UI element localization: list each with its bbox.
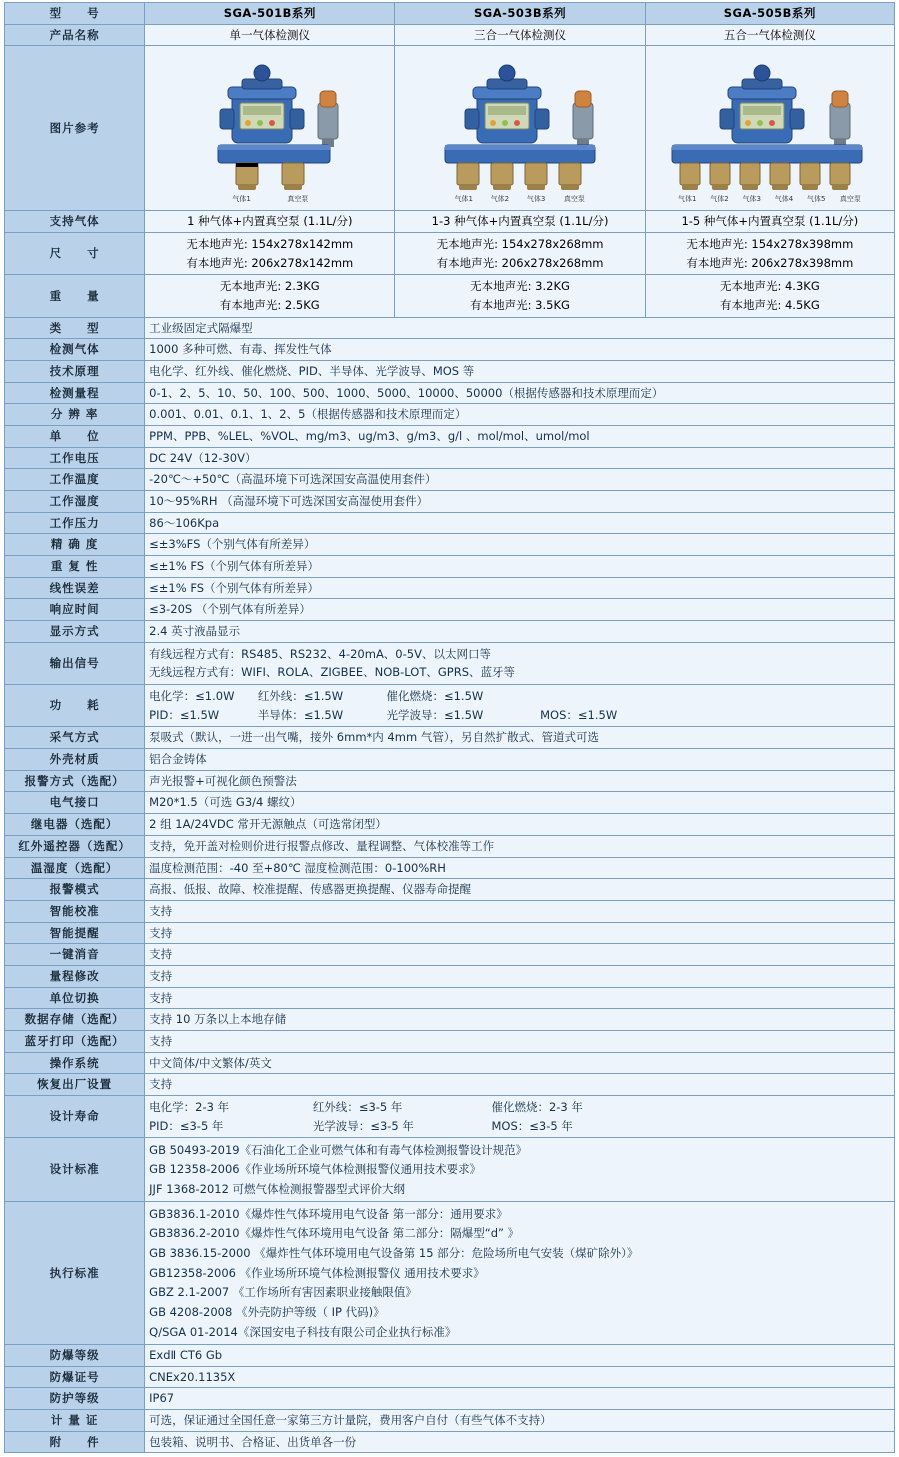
- table-row-gas-support: [5, 211, 895, 233]
- table-row-size: [5, 233, 895, 275]
- life-pid: PID：≤3-5 年: [149, 1118, 224, 1133]
- gas-support-501b: 1 种气体+内置真空泵 (1.1L/分): [145, 211, 395, 233]
- row-label-ex-cert: 防爆证号: [5, 1366, 145, 1388]
- row-label-smart-reminder: 智能提醒: [5, 922, 145, 944]
- row-value-alarm-mode: 高报、低报、故障、校准提醒、传感器更换提醒、仪器寿命提醒: [145, 879, 895, 901]
- row-value-voltage: DC 24V（12-30V）: [145, 447, 895, 469]
- exec-standard-item: GB3836.1-2010《爆炸性气体环境用电气设备 第一部分：通用要求》: [149, 1206, 508, 1221]
- row-value-factory-reset: 支持: [145, 1074, 895, 1096]
- row-label-sampling: 采气方式: [5, 727, 145, 749]
- row-label-gas-support: 支持气体: [5, 211, 145, 233]
- port-label: 气体3: [742, 195, 761, 203]
- row-value-electrical-interface: M20*1.5（可选 G3/4 螺纹）: [145, 792, 895, 814]
- row-value-metrology-cert: 可选，保证通过全国任意一家第三方计量院，费用客户自付（有些气体不支持）: [145, 1409, 895, 1431]
- weight-without-alarm: 无本地声光: 2.3KG: [219, 279, 320, 294]
- table-row-factory-reset: [5, 1074, 895, 1096]
- row-label-unit: 单 位: [5, 426, 145, 448]
- device-drawing-5port: [650, 51, 890, 204]
- table-row-technology: [5, 361, 895, 383]
- table-row-model: [5, 3, 895, 25]
- row-value-detect-gas: 1000 多种可燃、有毒、挥发性气体: [145, 339, 895, 361]
- device-image-501b: [145, 46, 395, 211]
- design-standard-item: GB 50493-2019《石油化工企业可燃气体和有毒气体检测报警设计规范》: [149, 1142, 528, 1157]
- row-label-relay: 继电器（选配）: [5, 814, 145, 836]
- port-labels-3: [405, 194, 635, 204]
- row-label-alarm-type: 报警方式（选配）: [5, 770, 145, 792]
- row-value-accuracy: ≤±3%FS（个别气体有所差异）: [145, 534, 895, 556]
- row-label-linearity: 线性误差: [5, 577, 145, 599]
- row-label-ip-rating: 防护等级: [5, 1388, 145, 1410]
- row-value-design-life: [145, 1095, 895, 1137]
- row-label-os: 操作系统: [5, 1052, 145, 1074]
- row-value-work-temp: -20℃～+50℃（高温环境下可选深国安高温使用套件）: [145, 469, 895, 491]
- row-value-temp-humidity: 温度检测范围：-40 至+80℃ 湿度检测范围：0-100%RH: [145, 857, 895, 879]
- row-value-output-signal: [145, 642, 895, 684]
- table-row-alarm-mode: [5, 879, 895, 901]
- power-line-1: [149, 687, 890, 706]
- row-value-design-standard: [145, 1138, 895, 1202]
- table-row-work-humidity: [5, 491, 895, 513]
- specification-table: [4, 2, 895, 1453]
- row-label-design-life: 设计寿命: [5, 1095, 145, 1137]
- row-label-work-pressure: 工作压力: [5, 512, 145, 534]
- product-name-501b: 单一气体检测仪: [145, 24, 395, 46]
- table-row-linearity: [5, 577, 895, 599]
- row-label-design-standard: 设计标准: [5, 1138, 145, 1202]
- table-row-one-key-mute: [5, 944, 895, 966]
- exec-standard-item: Q/SGA 01-2014《深国安电子科技有限公司企业执行标准》: [149, 1324, 457, 1339]
- table-row-ip-rating: [5, 1388, 895, 1410]
- port-labels-1: [170, 194, 370, 204]
- port-label: 气体5: [806, 195, 826, 203]
- table-row-housing: [5, 749, 895, 771]
- row-value-smart-calibration: 支持: [145, 900, 895, 922]
- row-label-image-reference: 图片参考: [5, 46, 145, 211]
- row-value-ex-rating: ExdⅡ CT6 Gb: [145, 1344, 895, 1366]
- table-row-type: [5, 317, 895, 339]
- table-row-design-standard: [5, 1138, 895, 1202]
- row-label-weight: 重 量: [5, 275, 145, 317]
- row-label-accuracy: 精 确 度: [5, 534, 145, 556]
- row-label-resolution: 分 辨 率: [5, 404, 145, 426]
- row-label-size: 尺 寸: [5, 233, 145, 275]
- port-labels-5: [650, 194, 890, 204]
- row-value-one-key-mute: 支持: [145, 944, 895, 966]
- life-electrochemical: 电化学：2-3 年: [149, 1099, 230, 1114]
- row-value-ex-cert: CNEx20.1135X: [145, 1366, 895, 1388]
- port-label: 气体2: [710, 195, 729, 203]
- power-electrochemical: 电化学：≤1.0W: [149, 689, 235, 704]
- device-image-505b: [645, 46, 894, 211]
- row-label-alarm-mode: 报警模式: [5, 879, 145, 901]
- power-semiconductor: 半导体：≤1.5W: [257, 707, 344, 722]
- row-value-range: 0-1、2、5、10、50、100、500、1000、5000、10000、50000（根据传感器和技术原理而定）: [145, 382, 895, 404]
- size-without-alarm: 无本地声光: 154x278x268mm: [436, 237, 604, 252]
- row-label-model: 型 号: [5, 3, 145, 25]
- row-label-temp-humidity: 温湿度（选配）: [5, 857, 145, 879]
- power-catalytic: 催化燃烧：≤1.5W: [386, 689, 484, 704]
- table-row-weight: [5, 275, 895, 317]
- row-label-voltage: 工作电压: [5, 447, 145, 469]
- row-value-type: 工业级固定式隔爆型: [145, 317, 895, 339]
- port-label: 真空泵: [563, 195, 585, 203]
- row-value-power: [145, 685, 895, 727]
- row-label-electrical-interface: 电气接口: [5, 792, 145, 814]
- table-row-output-signal: [5, 642, 895, 684]
- exec-standard-item: GB12358-2006 《作业场所环境气体检测报警仪 通用技术要求》: [149, 1265, 485, 1280]
- row-value-response-time: ≤3-20S （个别气体有所差异）: [145, 599, 895, 621]
- life-catalytic: 催化燃烧：2-3 年: [491, 1099, 583, 1114]
- size-without-alarm: 无本地声光: 154x278x398mm: [686, 237, 854, 252]
- row-label-display: 显示方式: [5, 621, 145, 643]
- row-label-housing: 外壳材质: [5, 749, 145, 771]
- table-row-unit-switch: [5, 987, 895, 1009]
- exec-standard-item: GB3836.2-2010《爆炸性气体环境用电气设备 第二部分：隔爆型“d” 》: [149, 1226, 520, 1241]
- row-value-ip-rating: IP67: [145, 1388, 895, 1410]
- exec-standard-item: GBZ 2.1-2007 《工作场所有害因素职业接触限值》: [149, 1285, 417, 1300]
- table-row-response-time: [5, 599, 895, 621]
- table-row-resolution: [5, 404, 895, 426]
- design-standard-item: JJF 1368-2012 可燃气体检测报警器型式评价大纲: [149, 1182, 406, 1197]
- row-value-alarm-type: 声光报警+可视化颜色预警法: [145, 770, 895, 792]
- table-row-design-life: [5, 1095, 895, 1137]
- model-501b: SGA-501B系列: [145, 3, 395, 25]
- row-value-bluetooth-print: 支持: [145, 1030, 895, 1052]
- design-life-line-2: [149, 1117, 890, 1136]
- row-value-housing: 铝合金铸体: [145, 749, 895, 771]
- power-pid: PID：≤1.5W: [149, 707, 220, 722]
- row-label-metrology-cert: 计 量 证: [5, 1409, 145, 1431]
- device-drawing-1port: [170, 51, 370, 204]
- weight-with-alarm: 有本地声光: 2.5KG: [219, 298, 320, 313]
- row-label-factory-reset: 恢复出厂设置: [5, 1074, 145, 1096]
- row-label-type: 类 型: [5, 317, 145, 339]
- row-value-accessories: 包装箱、说明书、合格证、出货单各一份: [145, 1431, 895, 1453]
- port-label: 气体1: [232, 195, 251, 203]
- product-name-505b: 五合一气体检测仪: [645, 24, 894, 46]
- row-label-power: 功 耗: [5, 685, 145, 727]
- row-label-work-temp: 工作温度: [5, 469, 145, 491]
- table-row-range-modify: [5, 965, 895, 987]
- life-infrared: 红外线：≤3-5 年: [312, 1099, 403, 1114]
- power-infrared: 红外线：≤1.5W: [257, 689, 344, 704]
- port-label: 气体4: [774, 195, 794, 203]
- device-drawing-3port: [405, 51, 635, 204]
- model-505b: SGA-505B系列: [645, 3, 894, 25]
- weight-505b: [645, 275, 894, 317]
- row-label-ex-rating: 防爆等级: [5, 1344, 145, 1366]
- exec-standard-item: GB 4208-2008 《外壳防护等级（ IP 代码)》: [149, 1305, 385, 1320]
- table-row-voltage: [5, 447, 895, 469]
- table-row-ir-remote: [5, 835, 895, 857]
- table-row-repeatability: [5, 556, 895, 578]
- gas-support-503b: 1-3 种气体+内置真空泵 (1.1L/分): [395, 211, 645, 233]
- port-label: 真空泵: [839, 195, 861, 203]
- row-label-technology: 技术原理: [5, 361, 145, 383]
- row-label-detect-gas: 检测气体: [5, 339, 145, 361]
- size-with-alarm: 有本地声光: 206x278x398mm: [686, 255, 854, 270]
- table-row-accuracy: [5, 534, 895, 556]
- row-value-work-humidity: 10～95%RH （高湿环境下可选深国安高湿使用套件）: [145, 491, 895, 513]
- row-value-work-pressure: 86～106Kpa: [145, 512, 895, 534]
- row-label-smart-calibration: 智能校准: [5, 900, 145, 922]
- row-value-exec-standard: [145, 1202, 895, 1345]
- table-row-alarm-type: [5, 770, 895, 792]
- size-with-alarm: 有本地声光: 206x278x142mm: [186, 255, 354, 270]
- row-label-exec-standard: 执行标准: [5, 1202, 145, 1345]
- weight-with-alarm: 有本地声光: 3.5KG: [470, 298, 570, 313]
- row-value-display: 2.4 英寸液晶显示: [145, 621, 895, 643]
- design-life-line-1: [149, 1098, 890, 1117]
- table-row-detect-gas: [5, 339, 895, 361]
- table-row-metrology-cert: [5, 1409, 895, 1431]
- port-label: 气体2: [490, 195, 510, 203]
- port-label: 气体1: [454, 195, 473, 203]
- table-row-sampling: [5, 727, 895, 749]
- table-row-ex-cert: [5, 1366, 895, 1388]
- row-value-data-storage: 支持 10 万条以上本地存储: [145, 1009, 895, 1031]
- row-label-work-humidity: 工作湿度: [5, 491, 145, 513]
- exec-standard-item: GB 3836.15-2000 《爆炸性气体环境用电气设备第 15 部分：危险场所电气安装（煤矿除外）》: [149, 1246, 639, 1261]
- port-label: 真空泵: [287, 195, 309, 203]
- row-label-bluetooth-print: 蓝牙打印（选配）: [5, 1030, 145, 1052]
- power-optical-waveguide: 光学波导：≤1.5W: [386, 707, 484, 722]
- weight-503b: [395, 275, 645, 317]
- table-row-product-name: [5, 24, 895, 46]
- model-503b: SGA-503B系列: [395, 3, 645, 25]
- weight-with-alarm: 有本地声光: 4.5KG: [719, 298, 820, 313]
- size-505b: [645, 233, 894, 275]
- table-row-unit: [5, 426, 895, 448]
- row-label-output-signal: 输出信号: [5, 642, 145, 684]
- row-value-range-modify: 支持: [145, 965, 895, 987]
- port-label: 气体1: [678, 195, 697, 203]
- row-value-resolution: 0.001、0.01、0.1、1、2、5（根据传感器和技术原理而定）: [145, 404, 895, 426]
- design-standard-item: GB 12358-2006《作业场所环境气体检测报警仪通用技术要求》: [149, 1162, 482, 1177]
- table-row-work-temp: [5, 469, 895, 491]
- row-value-unit-switch: 支持: [145, 987, 895, 1009]
- output-wired: 有线远程方式有：RS485、RS232、4-20mA、0-5V、以太网口等: [149, 646, 491, 661]
- table-row-work-pressure: [5, 512, 895, 534]
- output-wireless: 无线远程方式有：WIFI、ROLA、ZIGBEE、NOB-LOT、GPRS、蓝牙等: [149, 665, 516, 680]
- size-with-alarm: 有本地声光: 206x278x268mm: [436, 255, 604, 270]
- weight-without-alarm: 无本地声光: 3.2KG: [470, 279, 570, 294]
- row-value-sampling: 泵吸式（默认，一进一出气嘴，接外 6mm*内 4mm 气管），另自然扩散式、管道式可选: [145, 727, 895, 749]
- size-without-alarm: 无本地声光: 154x278x142mm: [186, 237, 354, 252]
- row-value-smart-reminder: 支持: [145, 922, 895, 944]
- table-row-smart-calibration: [5, 900, 895, 922]
- row-label-unit-switch: 单位切换: [5, 987, 145, 1009]
- table-row-relay: [5, 814, 895, 836]
- table-row-bluetooth-print: [5, 1030, 895, 1052]
- device-image-503b: [395, 46, 645, 211]
- size-503b: [395, 233, 645, 275]
- table-row-images: [5, 46, 895, 211]
- weight-without-alarm: 无本地声光: 4.3KG: [719, 279, 820, 294]
- weight-501b: [145, 275, 395, 317]
- table-row-electrical-interface: [5, 792, 895, 814]
- table-row-accessories: [5, 1431, 895, 1453]
- power-line-2: [149, 706, 890, 725]
- row-label-response-time: 响应时间: [5, 599, 145, 621]
- row-label-repeatability: 重 复 性: [5, 556, 145, 578]
- row-value-os: 中文简体/中文繁体/英文: [145, 1052, 895, 1074]
- gas-support-505b: 1-5 种气体+内置真空泵 (1.1L/分): [645, 211, 894, 233]
- table-row-display: [5, 621, 895, 643]
- row-label-range: 检测量程: [5, 382, 145, 404]
- product-name-503b: 三合一气体检测仪: [395, 24, 645, 46]
- size-501b: [145, 233, 395, 275]
- row-label-range-modify: 量程修改: [5, 965, 145, 987]
- table-row-smart-reminder: [5, 922, 895, 944]
- row-label-product-name: 产品名称: [5, 24, 145, 46]
- table-row-data-storage: [5, 1009, 895, 1031]
- row-label-data-storage: 数据存储（选配）: [5, 1009, 145, 1031]
- table-row-exec-standard: [5, 1202, 895, 1345]
- row-value-unit: PPM、PPB、%LEL、%VOL、mg/m3、ug/m3、g/m3、g/l 、mol/mol、umol/mol: [145, 426, 895, 448]
- table-row-temp-humidity: [5, 857, 895, 879]
- row-value-technology: 电化学、红外线、催化燃烧、PID、半导体、光学波导、MOS 等: [145, 361, 895, 383]
- row-label-ir-remote: 红外遥控器（选配）: [5, 835, 145, 857]
- table-row-range: [5, 382, 895, 404]
- power-mos: MOS：≤1.5W: [540, 707, 618, 722]
- table-row-power: [5, 685, 895, 727]
- row-value-relay: 2 组 1A/24VDC 常开无源触点（可选常闭型）: [145, 814, 895, 836]
- row-value-ir-remote: 支持，免开盖对检则价进行报警点修改、量程调整、气体校准等工作: [145, 835, 895, 857]
- row-value-linearity: ≤±1% FS（个别气体有所差异）: [145, 577, 895, 599]
- port-label: 气体3: [526, 195, 546, 203]
- life-optical-waveguide: 光学波导：≤3-5 年: [312, 1118, 414, 1133]
- life-mos: MOS：≤3-5 年: [491, 1118, 573, 1133]
- row-label-accessories: 附 件: [5, 1431, 145, 1453]
- table-row-ex-rating: [5, 1344, 895, 1366]
- row-label-one-key-mute: 一键消音: [5, 944, 145, 966]
- row-value-repeatability: ≤±1% FS（个别气体有所差异）: [145, 556, 895, 578]
- table-row-os: [5, 1052, 895, 1074]
